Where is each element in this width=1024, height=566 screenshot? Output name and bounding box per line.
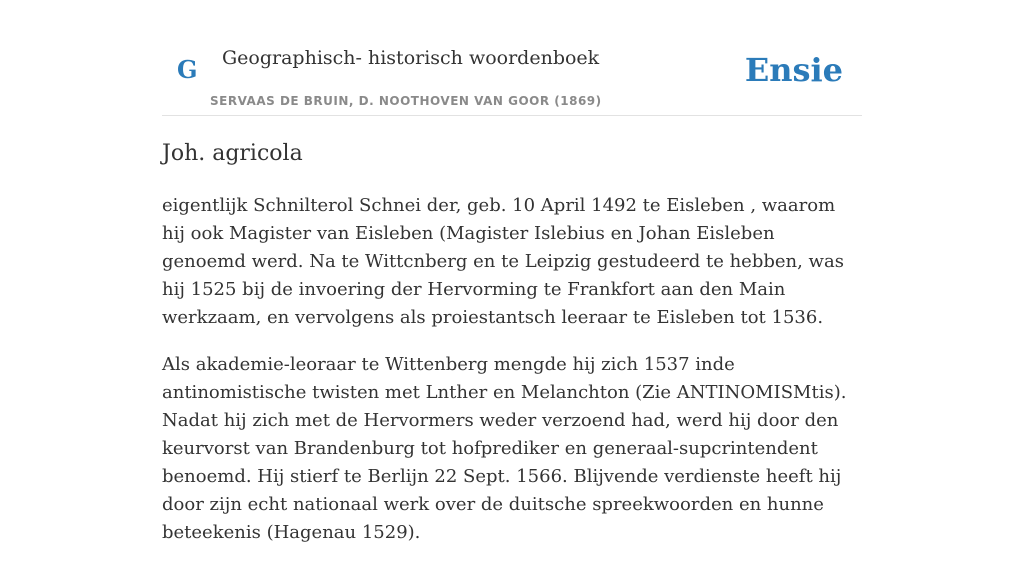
- content-container: [162, 0, 862, 543]
- book-author: SERVAAS DE BRUIN, D. NOOTHOVEN VAN GOOR (1869): [210, 94, 602, 108]
- entry-paragraph: eigentlijk Schnilterol Schnei der, geb. 10 April 1492 te Eisleben , waarom hij ook Magister van Eisleben (Magister Islebius en Johan Eisleben genoemd werd. Na te Wittcnberg en te Leipzig gestudeerd te hebben, was hij 1525 bij de invoering der Hervorming te Frankfort aan den Main werkzaam, en vervolgens als proiestantsch leeraar te Eisleben tot 1536.: [162, 195, 844, 328]
- entry-body: [162, 192, 862, 566]
- book-header: [162, 0, 862, 116]
- book-title-link[interactable]: Geographisch- historisch woordenboek: [222, 47, 600, 69]
- entry-title: Joh. agricola: [162, 141, 303, 166]
- entry-paragraph: Als akademie-leoraar te Wittenberg mengde hij zich 1537 inde antinomistische twisten met Lnther en Melanchton (Zie ANTINOMISMtis). Nadat hij zich met de Hervormers weder verzoend had, werd hij door den keurvorst van Brandenburg tot hofprediker en generaal-supcrintendent benoemd. Hij stierf te Berlijn 22 Sept. 1566. Blijvende verdienste heeft hij door zijn echt nationaal werk over de duitsche spreekwoorden en hunne beteekenis (Hagenau 1529).: [162, 354, 847, 543]
- book-letter-badge[interactable]: G: [177, 55, 198, 84]
- ensie-logo[interactable]: Ensie: [744, 51, 843, 89]
